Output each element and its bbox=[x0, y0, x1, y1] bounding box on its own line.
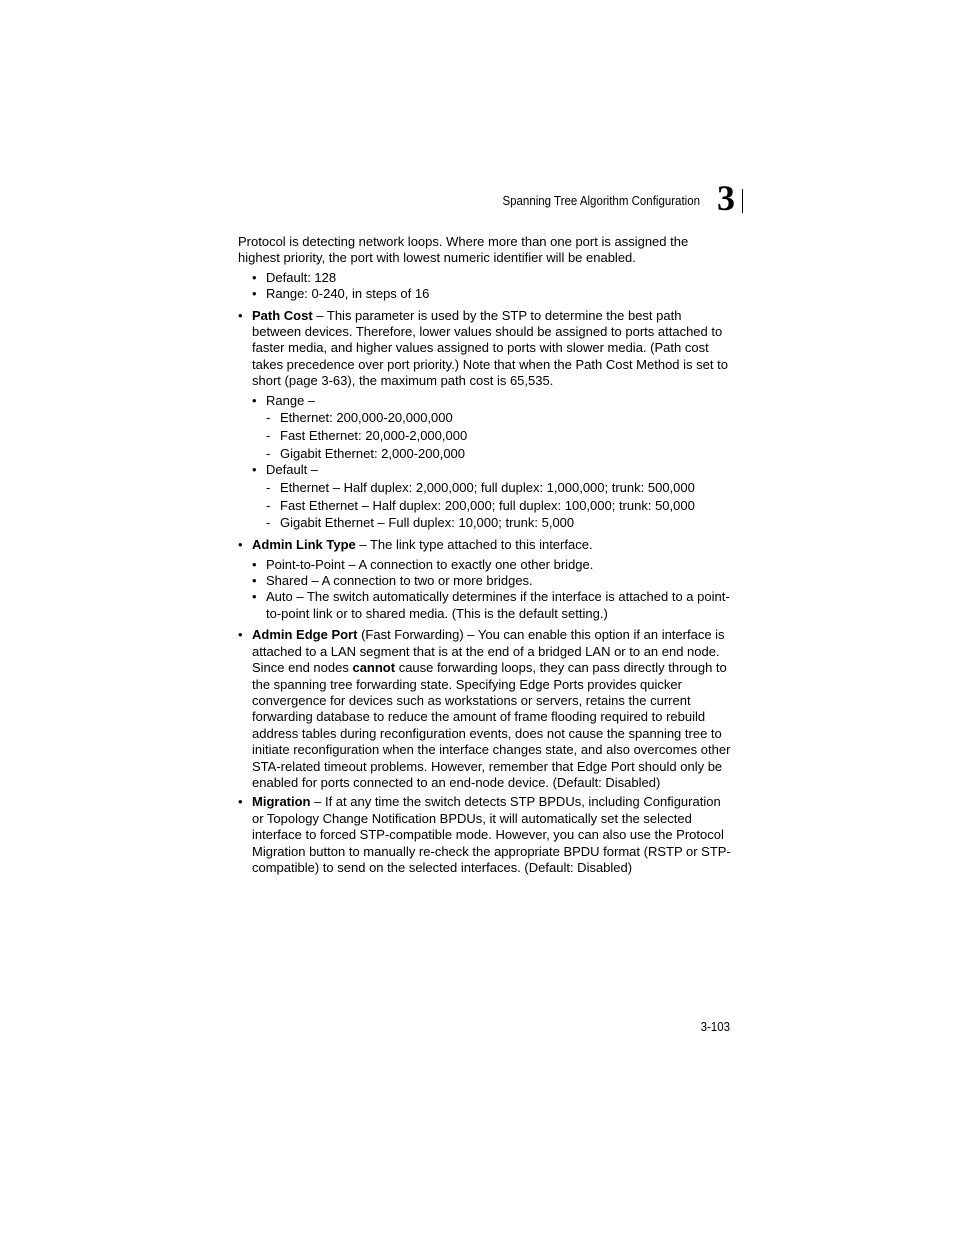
default-item-text: Gigabit Ethernet – Full duplex: 10,000; trunk: 5,000 bbox=[280, 515, 575, 531]
range-item bbox=[238, 445, 733, 463]
bullet-icon: • bbox=[238, 794, 243, 810]
default-item bbox=[238, 479, 733, 497]
range-item-text: Gigabit Ethernet: 2,000-200,000 bbox=[280, 445, 466, 461]
path-cost-text: – This parameter is used by the STP to determine the best path between devices. Therefore, lower values should be assigned to ports attached to faster media, and higher values assigned to ports with slower media. (Path cost takes precedence over port priority.) Note that when the Path Cost Method is set to short (page 3-63), the maximum path cost is 65,535. bbox=[252, 307, 728, 389]
list-item-text: Auto – The switch automatically determines if the interface is attached to a point-to-point link or to shared media. (This is the default setting.) bbox=[266, 589, 730, 621]
chapter-number: 3 bbox=[717, 178, 735, 218]
header-title: Spanning Tree Algorithm Configuration bbox=[502, 194, 700, 208]
migration-item bbox=[238, 794, 733, 876]
path-cost-item bbox=[238, 308, 733, 390]
list-item bbox=[238, 557, 733, 573]
path-cost-term: Path Cost bbox=[252, 307, 313, 323]
page-number: 3-103 bbox=[700, 1020, 730, 1034]
default-item bbox=[238, 497, 733, 515]
range-item bbox=[238, 427, 733, 445]
dash-icon: - bbox=[266, 515, 271, 531]
admin-edge-port-text: (Fast Forwarding) – You can enable this option if an interface is attached to a LAN segment that is at the end of a bridged LAN or to an end node. Since end nodes bbox=[252, 627, 725, 676]
list-item bbox=[238, 573, 733, 589]
bullet-icon: • bbox=[252, 462, 257, 478]
bullet-icon: • bbox=[238, 627, 243, 643]
admin-link-type-term: Admin Link Type bbox=[252, 537, 356, 553]
list-item-text: Point-to-Point – A connection to exactly one other bridge. bbox=[266, 556, 594, 572]
chapter-rule bbox=[742, 189, 743, 213]
intro-paragraph: Protocol is detecting network loops. Where more than one port is assigned the highest priority, the port with lowest numeric identifier will be enabled. bbox=[238, 234, 689, 266]
admin-edge-port-text-continued: cause forwarding loops, they can pass directly through to the spanning tree forwarding state. Specifying Edge Ports provides quicker convergence for devices such as workstations or servers, retains the current forwarding database to reduce the amount of frame flooding required to rebuild address tables during reconfiguration events, does not cause the spanning tree to initiate reconfiguration when the interface changes state, and also overcomes other STA-related timeout problems. However, remember that Edge Port should only be enabled for ports connected to an end-node device. (Default: Disabled) bbox=[252, 660, 731, 790]
range-item bbox=[238, 409, 733, 427]
admin-link-type-item bbox=[238, 537, 733, 553]
dash-icon: - bbox=[266, 497, 271, 513]
migration-term: Migration bbox=[252, 794, 311, 810]
admin-edge-port-item bbox=[238, 627, 733, 791]
bullet-icon: • bbox=[252, 269, 257, 285]
default-item-text: Fast Ethernet – Half duplex: 200,000; full duplex: 100,000; trunk: 50,000 bbox=[280, 497, 695, 513]
emphasis-text: cannot bbox=[352, 660, 396, 676]
priority-subitems bbox=[238, 270, 733, 303]
bullet-icon: • bbox=[252, 286, 257, 302]
list-item-text: Default: 128 bbox=[266, 269, 337, 285]
bullet-icon: • bbox=[252, 392, 257, 408]
range-subitem bbox=[238, 393, 733, 409]
bullet-icon: • bbox=[238, 307, 243, 323]
default-label: Default – bbox=[266, 462, 319, 478]
default-subitem bbox=[238, 462, 733, 478]
list-item bbox=[238, 270, 733, 286]
bullet-icon: • bbox=[252, 573, 257, 589]
bullet-icon: • bbox=[252, 589, 257, 605]
list-item-text: Shared – A connection to two or more bridges. bbox=[266, 573, 533, 589]
admin-link-type-text: – The link type attached to this interface. bbox=[355, 537, 593, 553]
dash-icon: - bbox=[266, 427, 271, 443]
dash-icon: - bbox=[266, 410, 271, 426]
range-item-text: Ethernet: 200,000-20,000,000 bbox=[280, 410, 453, 426]
default-item-text: Ethernet – Half duplex: 2,000,000; full duplex: 1,000,000; trunk: 500,000 bbox=[280, 479, 695, 495]
list-item-text: Range: 0-240, in steps of 16 bbox=[266, 286, 430, 302]
bullet-icon: • bbox=[238, 537, 243, 553]
bullet-icon: • bbox=[252, 556, 257, 572]
default-item bbox=[238, 514, 733, 532]
range-label: Range – bbox=[266, 392, 316, 408]
range-item-text: Fast Ethernet: 20,000-2,000,000 bbox=[280, 427, 468, 443]
migration-text: – If at any time the switch detects STP BPDUs, including Configuration or Topology Change Notification BPDUs, it will automatically set the selected interface to forced STP-compatible mode. However, you can also use the Protocol Migration button to manually re-check the appropriate BPDU format (RSTP or STP-compatible) to send on the selected interfaces. (Default: Disabled) bbox=[252, 794, 731, 875]
list-item bbox=[238, 286, 733, 302]
dash-icon: - bbox=[266, 445, 271, 461]
admin-edge-port-term: Admin Edge Port bbox=[252, 627, 358, 643]
body-text bbox=[238, 234, 733, 876]
list-item bbox=[238, 589, 733, 622]
dash-icon: - bbox=[266, 479, 271, 495]
